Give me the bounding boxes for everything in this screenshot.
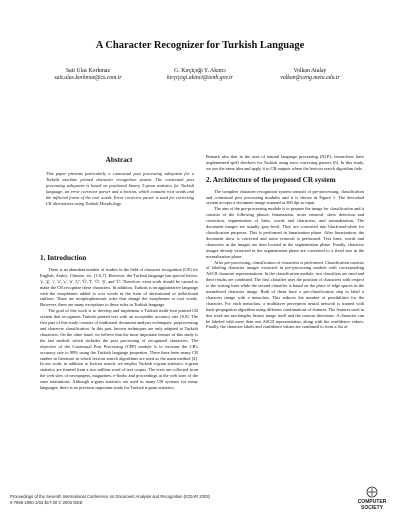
logo-line-2: SOCIETY (361, 505, 383, 511)
footer-isbn-line: 0-7695-1960-1/03 $17.00 © 2003 IEEE (10, 499, 83, 505)
author-email: kırçiçegi.akinci@tenb.gov.tr (167, 75, 233, 81)
proceedings-footer (10, 494, 210, 505)
footer-proceedings-line: Proceedings of the Seventh International Conference on Document Analysis and Recognition (ICDAR 2003) (10, 494, 210, 499)
computer-society-logo (350, 486, 394, 512)
intro-remark-paragraph: Remark also that in the area of natural language processing (NLP), researchers have implemented spell checkers for Turkish using error correcting parsers [6]. In this study, we use the same idea and apply it to CR outputs where the lexicon search algorithm fails. (206, 154, 364, 171)
author-3 (250, 68, 370, 82)
paper-title: A Character Recognizer for Turkish Language (95, 40, 305, 51)
intro-paragraph: The goal of this work is to develop and implement a Turkish multi-font printed CR system that recognizes Turkish printed text with an acceptable accuracy rate [8,9]. The first part of this study consists of traditional document analysis techniques: preprocessing and character classification. In this part, known techniques are only adapted to Turkish characters. On the other hand, we believe that the most important feature of this study is the last module which includes the post processing of recognized characters. The objective of the Contextual Post Processing (CPP) module is to increase the CR's accuracy rate to 98% using the Turkish language properties. There have been many CR studies in literature in which lexicon search algorithms are used as the main method [4]. In our work, in addition to lexicon search, we employ Turkish n-gram statistics. n-gram statistics are formed from a two million word of text corpus. The texts are collected from the web sites of newspapers, magazines, e-books and proceedings at the web sites of the state institutions. Although n-gram statistics are used in many CR systems for many languages, there is no previous important study for Turkish n-gram statistics. (40, 308, 198, 391)
architecture-paragraph: The aim of the pre-processing module is to prepare the image for classification and it consists of the following phases: binarization, noise removal, skew detection and correction, segmentation of lines, words and characters, and normalization. The document images are usually gray-level. They are converted into black-and-white for classification purposes. This is performed in binarization phase. After binarization, the document skew is corrected and noise removal is performed. Text lines, words and characters in the images are then located in the segmentation phase. Finally, character images already extracted in the segmentation phase are converted to a fixed size in the normalization phase. (206, 206, 364, 259)
left-column (40, 256, 198, 391)
section-heading-architecture: 2. Architecture of the proposed CR system (206, 175, 336, 184)
architecture-paragraph: After pre-processing, classification of characters is performed. Classification consists of labeling character images extracted in pre-processing module with corresponding ASCII character representations. In the classification module, two classifiers are used and their results are combined. The first classifier uses the position of characters with respect to the writing liner while the second classifier is based on the place of edge spaces in the normalized character image. Both of them have a pre-classification step to label a character image with a metaclass. This reduces the number of possibilities for the character. For each metaclass, a multilayer perceptron neural network is trained with back-propagation algorithm using different combinations of features. The features used in this work are run-lengths, binary image itself and the contour directions. A character can be labeled with more than one ASCII representation, along with the confidence values. Finally, the character labels and confidence values are combined to form a list of (206, 259, 364, 330)
right-column (206, 154, 364, 330)
section-heading-introduction: 1. Introduction (40, 254, 87, 262)
intro-paragraph: There is an abundant number of studies in the field of character recognition (CR) for English, Arabic, Chinese, etc. [1-6,7]. However, the Turkish language has special letters: 'ş', 'ğ', 'ı', 'ö', 'ç', 'ü', 'Ç', 'Ğ', 'İ', 'Ö', 'Ş', and 'Ü'. Therefore, extra work should be carried to make the CR recognize these characters. In addition, Turkish is an agglutinative language with the morphemes added to root words in the form of derivational or inflectional suffixes. There are morphophonemic rules that change the morphemes or root words. However, there are many exceptions to these rules in Turkish language. (40, 266, 198, 308)
author-email: sait.ulas.korkmaz@cs.com.tr (54, 75, 122, 81)
logo-mark-icon (367, 487, 377, 497)
author-2 (140, 68, 260, 82)
author-1 (28, 68, 148, 82)
author-email: volkan@ceng.metu.edu.tr (280, 75, 340, 81)
author-name: Sait Ulas Korkmaz (65, 68, 111, 74)
abstract-text: This paper presents particularly a contextual post processing subsystem for a Turkish machine printed character recognition system. The contextual post processing subsystem is based on positional binary 3-gram statistics for Turkish language, an error corrector parser and a lexicon, which contains root words and the inflected forms of the root words. Error corrector parser is used for correcting CR alternatives using Turkish Morphology. (46, 171, 194, 206)
author-name: G. Kırçiçeği Y. Akıncı (174, 68, 226, 74)
abstract-heading: Abstract (105, 156, 133, 164)
logo-line-1: COMPUTER (357, 499, 387, 505)
architecture-paragraph: The complete character recognition system consists of pre-processing, classification and contextual post processing modules and it is shown in Figure 1. The described system accepts a document image scanned at 300 dpi as input. (206, 188, 364, 206)
author-name: Volkan Atalay (293, 68, 327, 74)
